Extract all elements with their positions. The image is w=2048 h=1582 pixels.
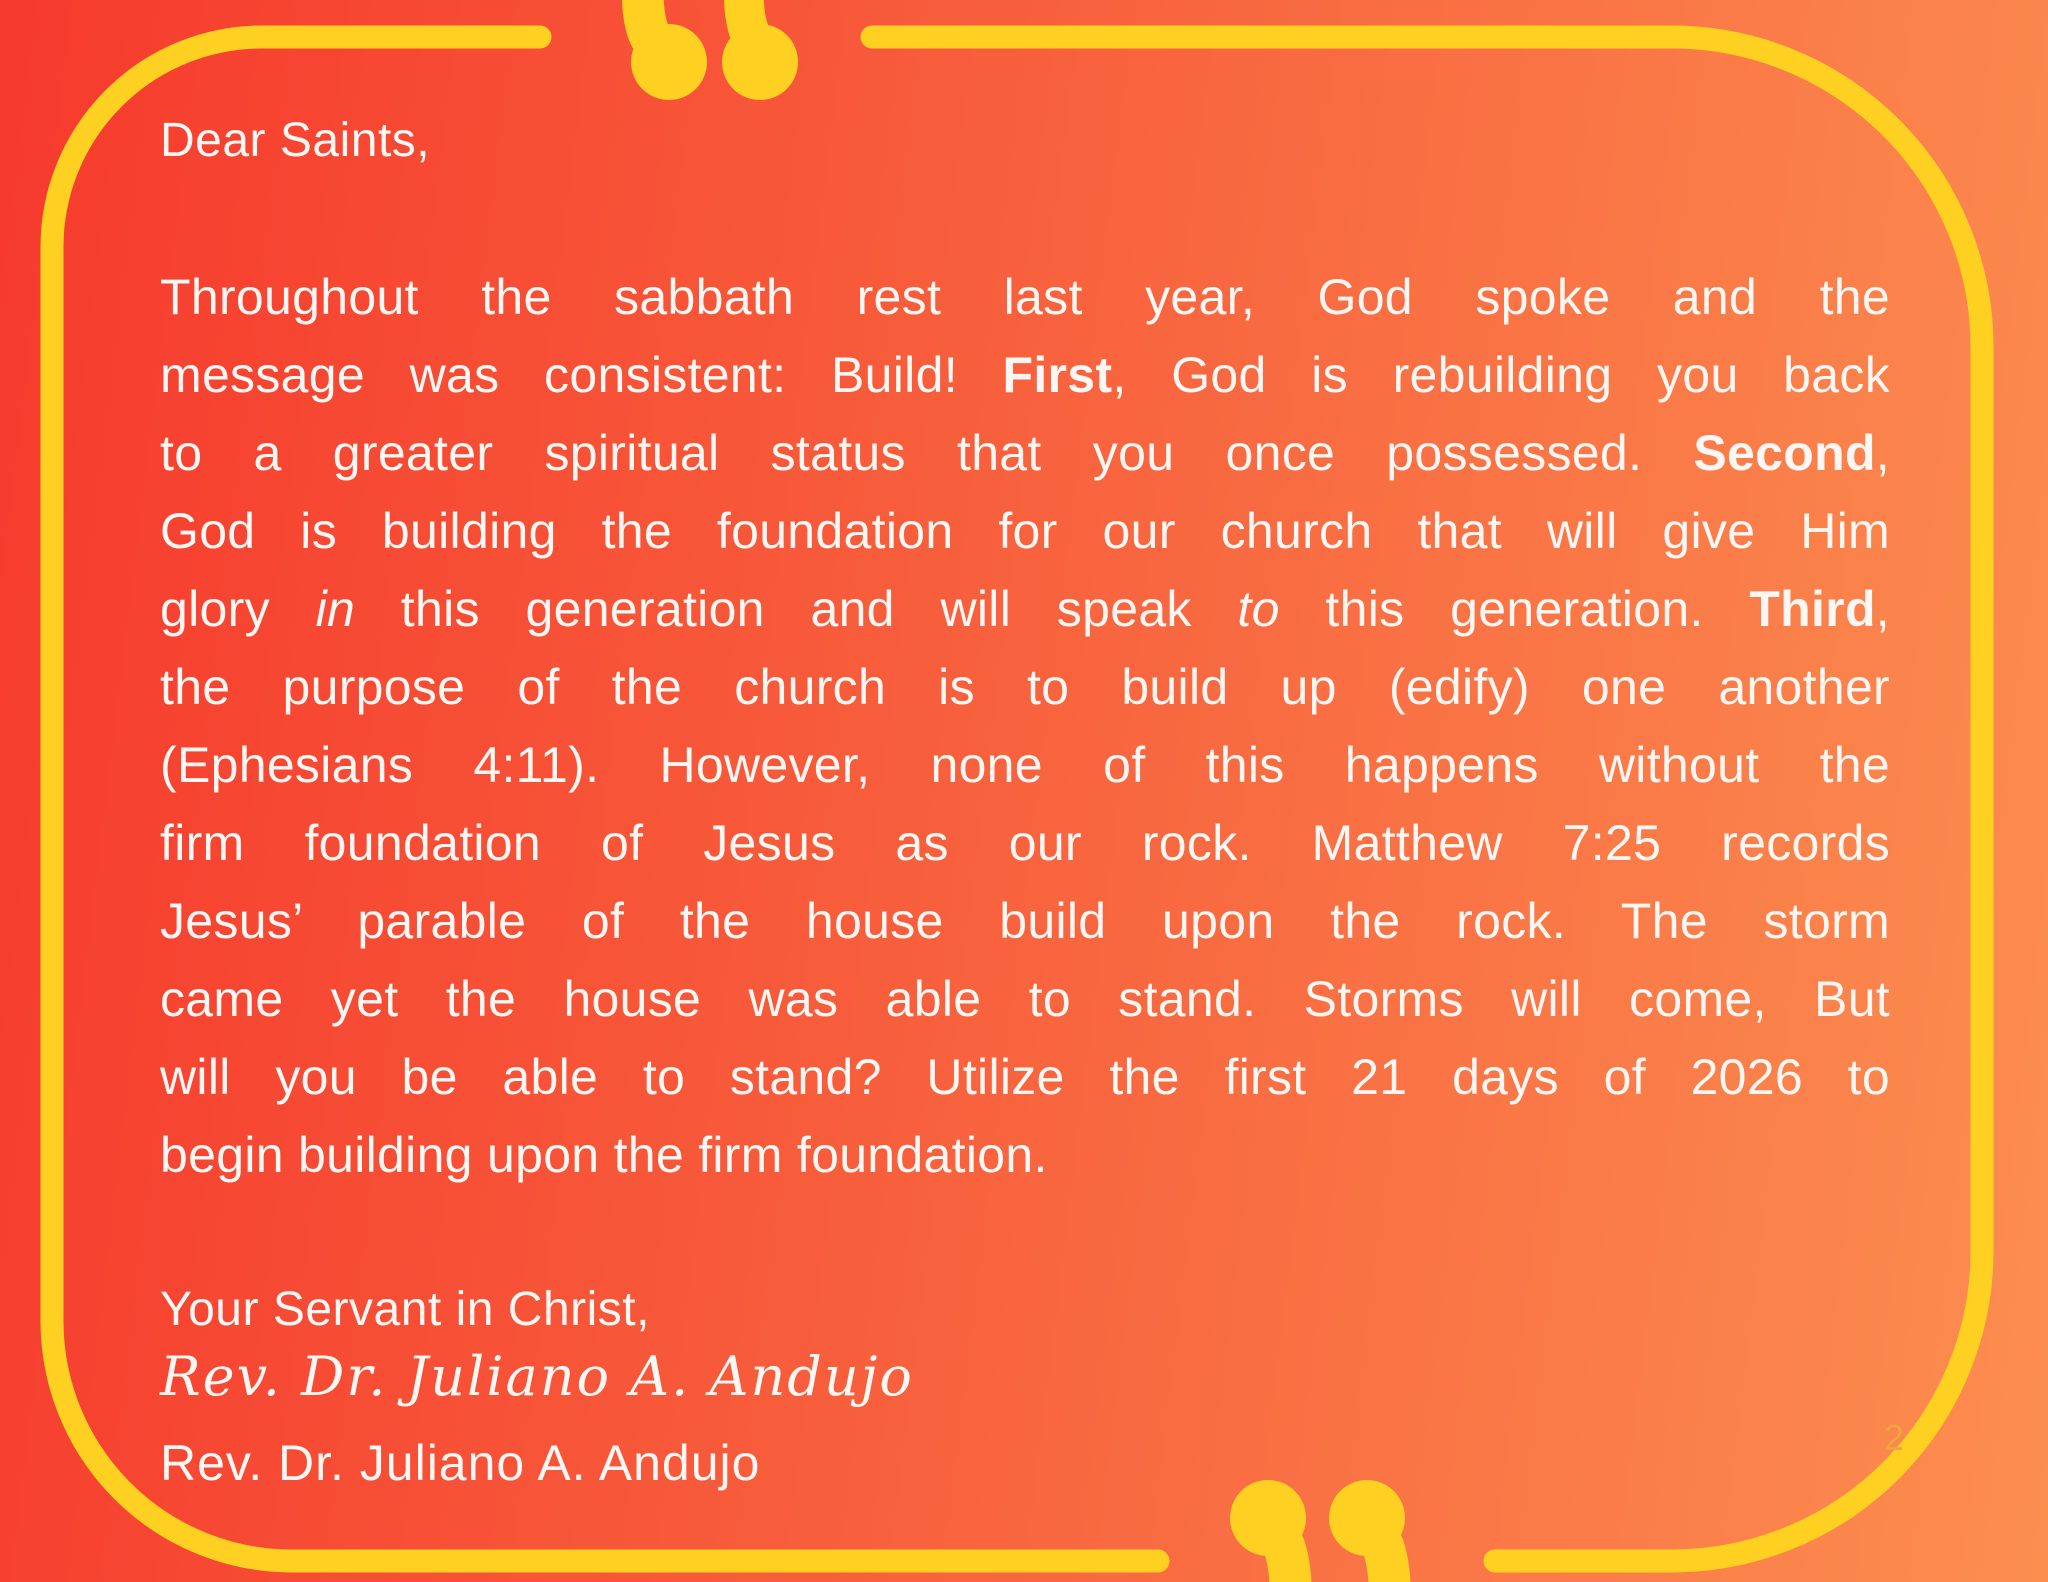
body-line: Jesus’ parable of the house build upon the rock. The storm — [160, 893, 1890, 949]
body-line: glory in this generation and will speak to this generation. Third, — [160, 581, 1890, 637]
signature-script: Rev. Dr. Juliano A. Andujo — [160, 1345, 914, 1408]
open-quote-icon — [631, 0, 798, 100]
body-line: (Ephesians 4:11). However, none of this happens without the — [160, 737, 1890, 793]
body-line: to a greater spiritual status that you once possessed. Second, — [160, 425, 1890, 481]
body-line: the purpose of the church is to build up (edify) one another — [160, 659, 1890, 715]
body-paragraph — [160, 258, 1890, 1194]
page-number: 2 — [1884, 1417, 1905, 1458]
body-line: firm foundation of Jesus as our rock. Matthew 7:25 records — [160, 815, 1890, 871]
body-line: will you be able to stand? Utilize the first 21 days of 2026 to — [160, 1049, 1890, 1105]
close-quote-icon — [1230, 1480, 1405, 1582]
body-line: message was consistent: Build! First, God is rebuilding you back — [160, 347, 1890, 403]
signature-printed-name: Rev. Dr. Juliano A. Andujo — [160, 1435, 761, 1491]
greeting-line: Dear Saints, — [160, 114, 431, 167]
body-line: Throughout the sabbath rest last year, God spoke and the — [160, 269, 1890, 325]
closing-line: Your Servant in Christ, — [160, 1283, 650, 1336]
body-line: God is building the foundation for our church that will give Him — [160, 503, 1890, 559]
body-line: begin building upon the firm foundation. — [160, 1127, 1048, 1183]
body-line: came yet the house was able to stand. Storms will come, But — [160, 971, 1890, 1027]
